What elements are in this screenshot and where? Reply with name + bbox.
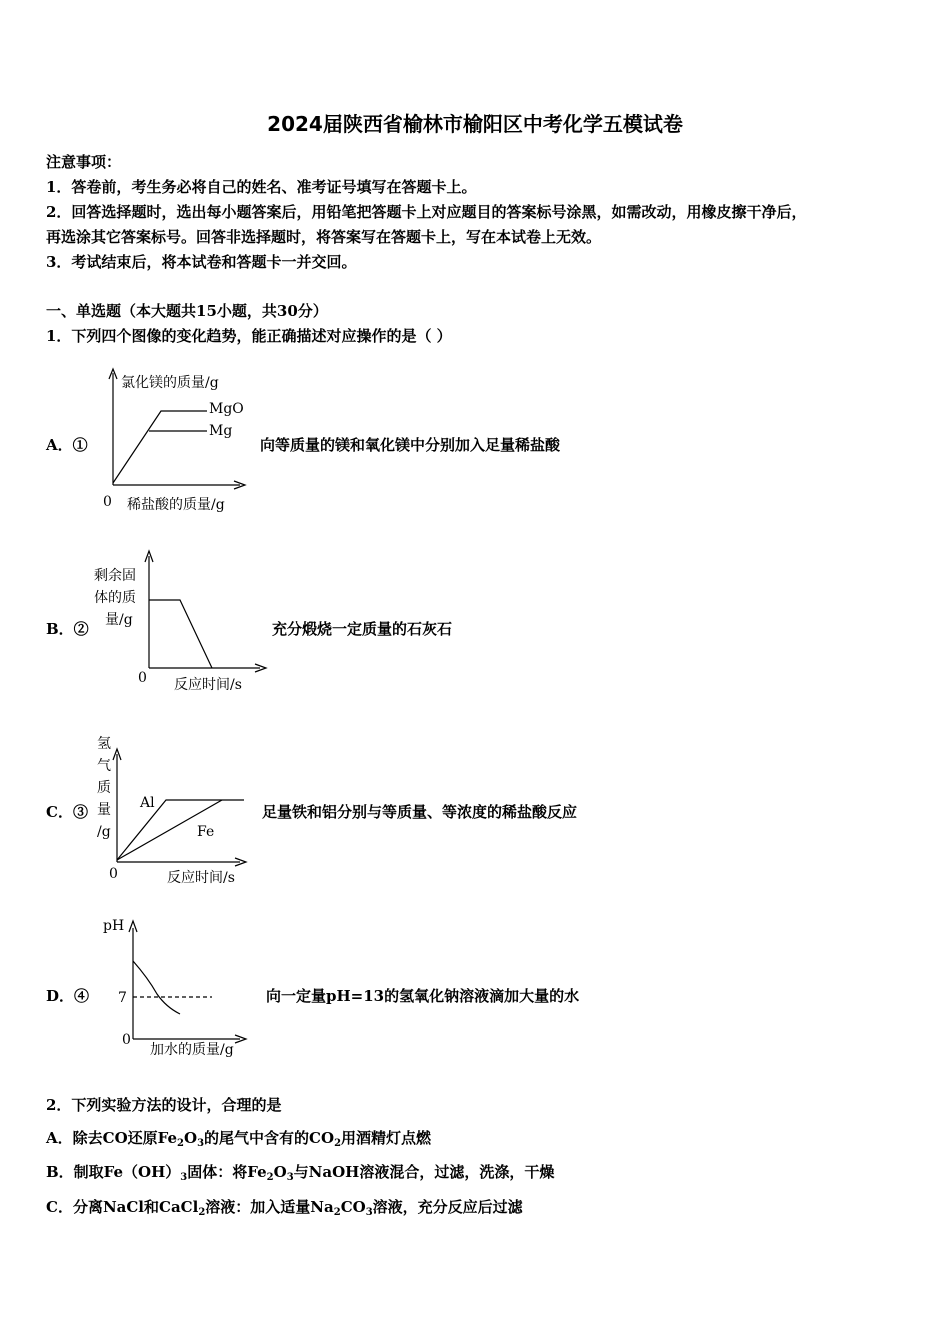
graph-c-series-fe-label: Fe (197, 824, 215, 840)
question-2-stem: 2．下列实验方法的设计，合理的是 (46, 1096, 282, 1114)
graph-c-ylabel-1: 氢 (97, 736, 111, 752)
q2-b-sub-3: 3 (286, 1172, 294, 1183)
q2-a-sub-2: 3 (197, 1138, 205, 1149)
option-c-description: 足量铁和铝分别与等质量、等浓度的稀盐酸反应 (262, 803, 578, 821)
graph-c (92, 732, 267, 890)
graph-c-ylabel-3: 质 (97, 780, 111, 796)
q2-c-sub-2: 2 (333, 1207, 341, 1218)
graph-a-xlabel: 稀盐酸的质量/g (127, 497, 225, 513)
graph-a-line-mgo (113, 411, 207, 483)
option-a-description: 向等质量的镁和氧化镁中分别加入足量稀盐酸 (260, 436, 561, 454)
graph-d-xlabel: 加水的质量/g (150, 1042, 234, 1058)
graph-b (92, 548, 272, 696)
q2-c-text-1: C．分离NaCl和CaCl (46, 1198, 199, 1216)
q2-a-text-4: 用酒精灯点燃 (341, 1129, 432, 1147)
graph-b-origin: 0 (138, 670, 147, 686)
graph-c-line-al (117, 800, 244, 860)
q2-b-sub-1: 3 (180, 1172, 188, 1183)
q2-a-text-2: O (184, 1129, 198, 1147)
option-d-label: D．④ (46, 987, 90, 1005)
q2-b-text-3: O (273, 1163, 287, 1181)
graph-b-ylabel-line-3: 量/g (105, 612, 133, 628)
graph-c-ylabel-2: 气 (97, 758, 111, 774)
graph-d-ylabel: pH (103, 918, 125, 934)
q2-c-sub-1: 2 (198, 1207, 206, 1218)
graph-d (100, 912, 260, 1062)
notice-item-3: 3．考试结束后，将本试卷和答题卡一并交回。 (46, 253, 357, 271)
option-b-description: 充分煅烧一定质量的石灰石 (272, 620, 453, 638)
q2-a-text-1: A．除去CO还原Fe (46, 1129, 178, 1147)
graph-c-xlabel: 反应时间/s (167, 870, 235, 886)
graph-a-ylabel: 氯化镁的质量/g (121, 375, 219, 391)
graph-b-xlabel: 反应时间/s (174, 677, 242, 693)
question-1-stem: 1．下列四个图像的变化趋势，能正确描述对应操作的是（ ） (46, 327, 452, 345)
q2-c-text-3: CO (340, 1198, 366, 1216)
option-d-description: 向一定量pH=13的氢氧化钠溶液滴加大量的水 (266, 987, 580, 1005)
graph-a-origin: 0 (103, 494, 112, 510)
question-2-option-b (46, 1162, 554, 1182)
page-title: 2024届陕西省榆林市榆阳区中考化学五模试卷 (267, 112, 683, 136)
graph-a-series-mgo-label: MgO (209, 401, 244, 417)
option-b-label: B．② (46, 620, 89, 638)
q2-b-text-2: 固体：将Fe (187, 1163, 267, 1181)
graph-d-curve (133, 961, 180, 1014)
q2-c-text-2: 溶液：加入适量Na (205, 1198, 334, 1216)
graph-a (95, 365, 265, 520)
graph-b-ylabel-line-2: 体的质 (94, 590, 136, 606)
section-heading: 一、单选题（本大题共15小题，共30分） (46, 302, 328, 320)
notice-item-2-line-1: 2．回答选择题时，选出每小题答案后，用铅笔把答题卡上对应题目的答案标号涂黑，如需改动，用橡皮擦干净后， (46, 203, 807, 221)
graph-b-ylabel-line-1: 剩余固 (94, 568, 136, 584)
q2-b-sub-2: 2 (266, 1172, 274, 1183)
graph-c-series-al-label: Al (140, 795, 155, 811)
q2-c-sub-3: 3 (365, 1207, 373, 1218)
graph-a-series-mg-label: Mg (209, 423, 233, 439)
option-c-label: C．③ (46, 803, 88, 821)
graph-c-ylabel-5: /g (97, 824, 111, 840)
q2-a-sub-3: 2 (334, 1138, 342, 1149)
option-a-label: A．① (46, 436, 88, 454)
q2-a-sub-1: 2 (177, 1138, 184, 1149)
graph-d-origin: 0 (122, 1032, 131, 1048)
q2-a-text-3: 的尾气中含有的CO (204, 1129, 335, 1147)
q2-b-text-1: B．制取Fe（OH） (46, 1163, 181, 1181)
question-2-option-a (46, 1128, 431, 1148)
question-2-option-c (46, 1197, 523, 1217)
graph-c-origin: 0 (109, 866, 118, 882)
q2-c-text-4: 溶液，充分反应后过滤 (372, 1198, 523, 1216)
notice-heading: 注意事项： (46, 153, 122, 171)
notice-item-2-line-2: 再选涂其它答案标号。回答非选择题时，将答案写在答题卡上，写在本试卷上无效。 (46, 228, 602, 246)
notice-item-1: 1．答卷前，考生务必将自己的姓名、准考证号填写在答题卡上。 (46, 178, 477, 196)
graph-b-line (149, 600, 212, 668)
graph-d-reference-value: 7 (118, 990, 127, 1006)
graph-c-ylabel-4: 量 (97, 802, 111, 818)
q2-b-text-4: 与NaOH溶液混合，过滤，洗涤，干燥 (293, 1163, 555, 1181)
